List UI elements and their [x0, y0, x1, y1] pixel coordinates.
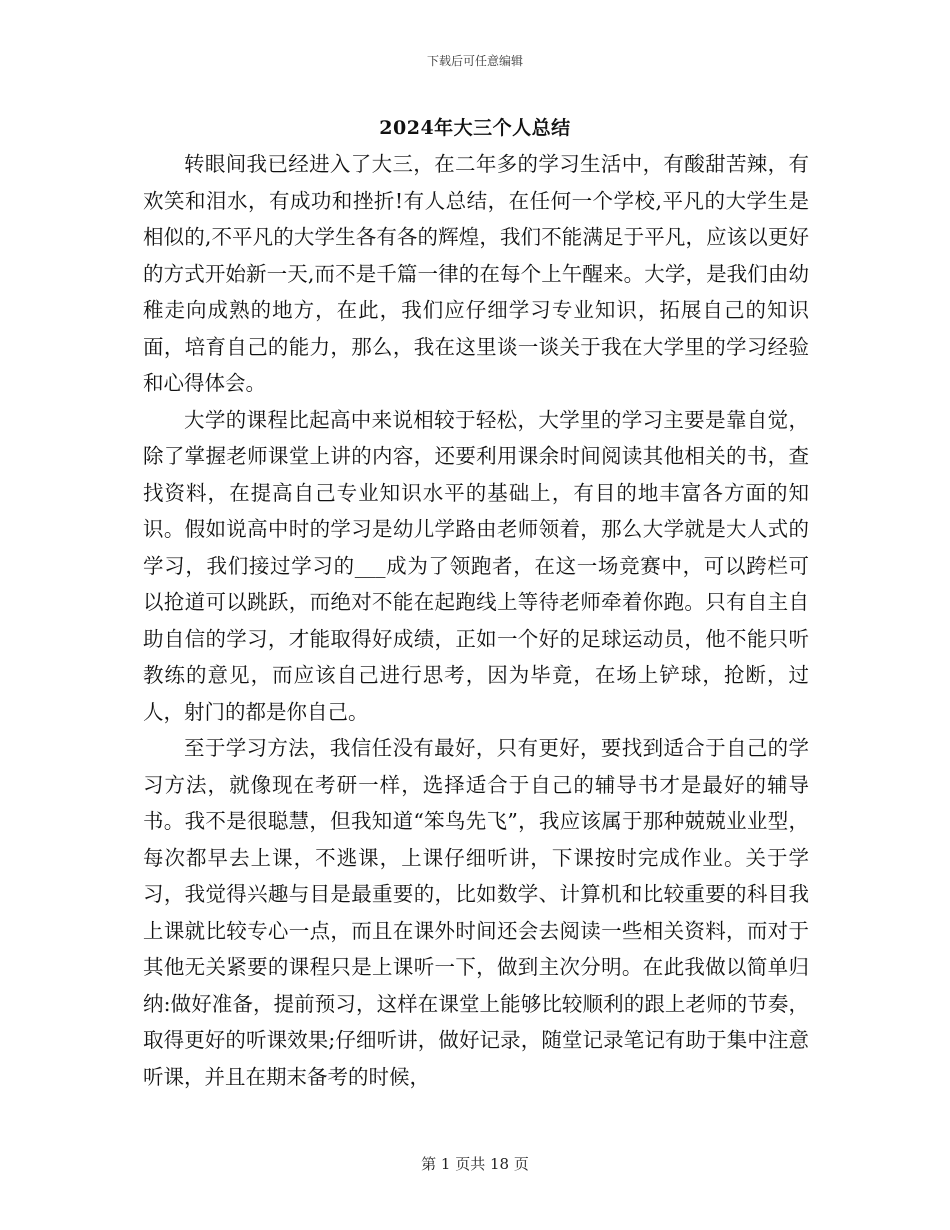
paragraph-3: 至于学习方法，我信任没有最好，只有更好，要找到适合于自己的学习方法，就像现在考研一样，选择适合于自己的辅导书才是最好的辅导书。我不是很聪慧，但我知道“笨鸟先飞”，我应该属于那种兢兢业业型，每次都早去上课，不逃课，上课仔细听讲，下课按时完成作业。关于学习，我觉得兴趣与目是最重要的，比如数学、计算机和比较重要的科目我上课就比较专心一点，而且在课外时间还会去阅读一些相关资料，而对于其他无关紧要的课程只是上课听一下，做到主次分明。在此我做以简单归纳:做好准备，提前预习，这样在课堂上能够比较顺利的跟上老师的节奏，取得更好的听课效果;仔细听讲，做好记录，随堂记录笔记有助于集中注意听课，并且在期末备考的时候，	[143, 736, 809, 1089]
page-header: 下载后可任意编辑	[426, 54, 523, 68]
paragraph-1: 转眼间我已经进入了大三，在二年多的学习生活中，有酸甜苦辣，有欢笑和泪水，有成功和挫折!有人总结，在任何一个学校,平凡的大学生是相似的,不平凡的大学生各有各的辉煌，我们不能满足于平凡，应该以更好的方式开始新一天,而不是千篇一律的在每个上午醒来。大学，是我们由幼稚走向成熟的地方，在此，我们应仔细学习专业知识，拓展自己的知识面，培育自己的能力，那么，我在这里谈一谈关于我在大学里的学习经验和心得体会。	[143, 152, 809, 395]
document-title: 2024年大三个人总结	[379, 117, 571, 139]
document-body	[143, 146, 809, 1095]
paragraph-2: 大学的课程比起高中来说相较于轻松，大学里的学习主要是靠自觉，除了掌握老师课堂上讲的内容，还要利用课余时间阅读其他相关的书，查找资料，在提高自己专业知识水平的基础上，有目的地丰富各方面的知识。假如说高中时的学习是幼儿学路由老师领着，那么大学就是大人式的学习，我们接过学习的___成为了领跑者，在这一场竞赛中，可以跨栏可以抢道可以跳跃，而绝对不能在起跑线上等待老师牵着你跑。只有自主自助自信的学习，才能取得好成绩，正如一个好的足球运动员，他不能只听教练的意见，而应该自己进行思考，因为毕竟，在场上铲球，抢断，过人，射门的都是你自己。	[143, 407, 809, 724]
page-number: 第 1 页共 18 页	[421, 1155, 529, 1173]
